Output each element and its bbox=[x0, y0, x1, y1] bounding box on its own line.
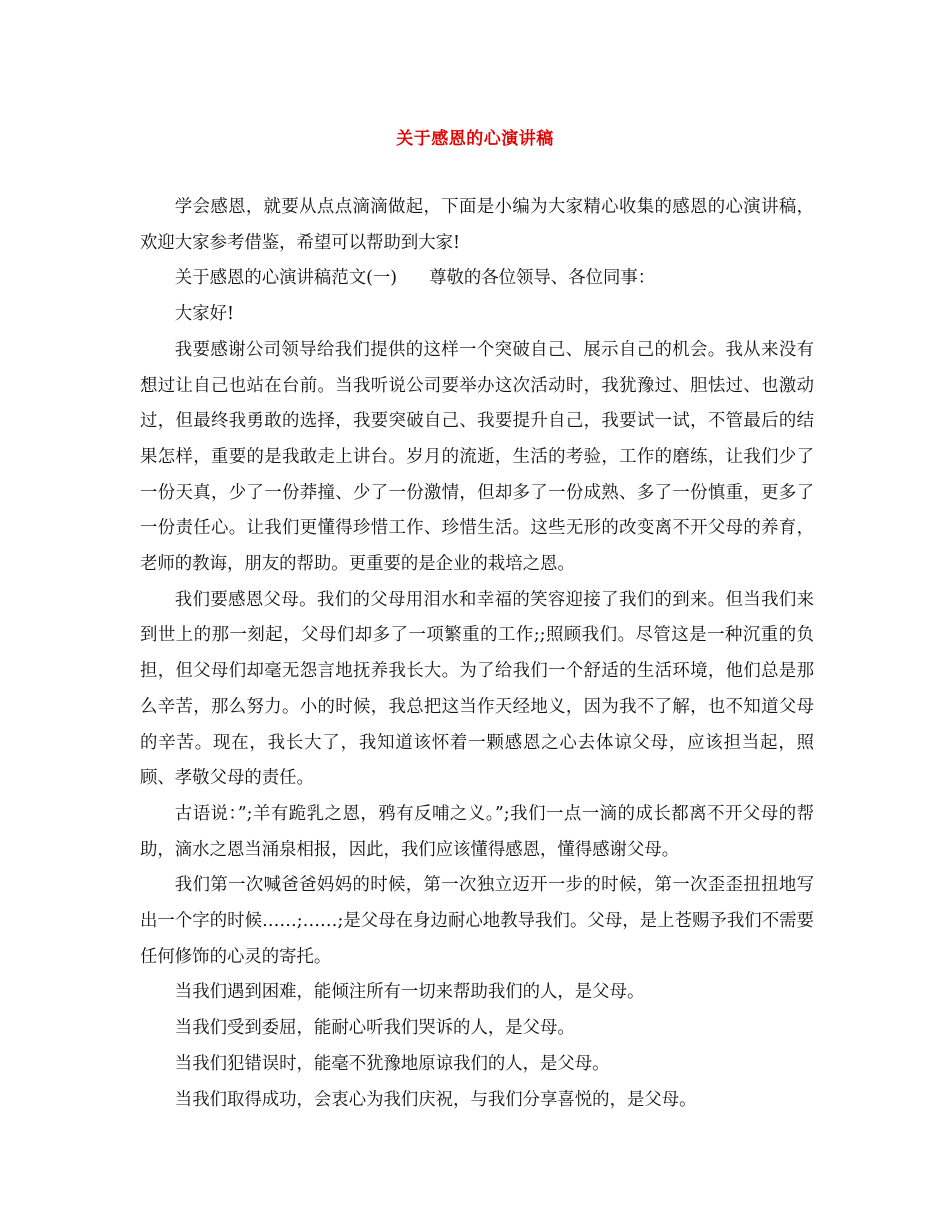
greeting: 大家好! bbox=[174, 304, 234, 325]
document-body bbox=[140, 190, 814, 1118]
section-heading: 关于感恩的心演讲稿范文(一) bbox=[174, 268, 398, 289]
paragraph-gratitude-company: 我要感谢公司领导给我们提供的这样一个突破自己、展示自己的机会。我从来没有想过让自己也站在台前。当我听说公司要举办这次活动时，我犹豫过、胆怯过、也激动过，但最终我勇敢的选择，我要突破自己、我要提升自己，我要试一试，不管最后的结果怎样，重要的是我敢走上讲台。岁月的流逝，生活的考验，工作的磨练，让我们少了一份天真，少了一份莽撞、少了一份激情，但却多了一份成熟、多了一份慎重，更多了一份责任心。让我们更懂得珍惜工作、珍惜生活。这些无形的改变离不开父母的养育，老师的教诲，朋友的帮助。更重要的是企业的栽培之恩。 bbox=[140, 339, 814, 575]
paragraph-success: 当我们取得成功，会衷心为我们庆祝，与我们分享喜悦的，是父母。 bbox=[174, 1089, 697, 1110]
paragraph-ancient-saying: 古语说：”;羊有跪乳之恩，鸦有反哺之义。”;我们一点一滴的成长都离不开父母的帮助，滴水之恩当涌泉相报，因此，我们应该懂得感恩，懂得感谢父母。 bbox=[140, 803, 814, 860]
document-title: 关于感恩的心演讲稿 bbox=[396, 129, 554, 149]
paragraph-gratitude-parents: 我们要感恩父母。我们的父母用泪水和幸福的笑容迎接了我们的到来。但当我们来到世上的那一刻起，父母们却多了一项繁重的工作;;照顾我们。尽管这是一种沉重的负担，但父母们却毫无怨言地抚养我长大。为了给我们一个舒适的生活环境，他们总是那么辛苦，那么努力。小的时候，我总把这当作天经地义，因为我不了解，也不知道父母的辛苦。现在，我长大了，我知道该怀着一颗感恩之心去体谅父母，应该担当起，照顾、孝敬父母的责任。 bbox=[140, 589, 814, 789]
paragraph-difficulty: 当我们遇到困难，能倾注所有一切来帮助我们的人，是父母。 bbox=[174, 982, 645, 1003]
paragraph-grievance: 当我们受到委屈，能耐心听我们哭诉的人，是父母。 bbox=[174, 1018, 575, 1039]
paragraph-mistakes: 当我们犯错误时，能毫不犹豫地原谅我们的人，是父母。 bbox=[174, 1053, 610, 1074]
intro-paragraph: 学会感恩，就要从点点滴滴做起，下面是小编为大家精心收集的感恩的心演讲稿，欢迎大家参考借鉴，希望可以帮助到大家! bbox=[140, 197, 814, 253]
paragraph-first-times: 我们第一次喊爸爸妈妈的时候，第一次独立迈开一步的时候，第一次歪歪扭扭地写出一个字的时候……;……;是父母在身边耐心地教导我们。父母，是上苍赐予我们不需要任何修饰的心灵的寄托。 bbox=[140, 875, 814, 967]
salutation: 尊敬的各位领导、各位同事： bbox=[429, 268, 656, 289]
section-heading-line bbox=[140, 261, 814, 297]
